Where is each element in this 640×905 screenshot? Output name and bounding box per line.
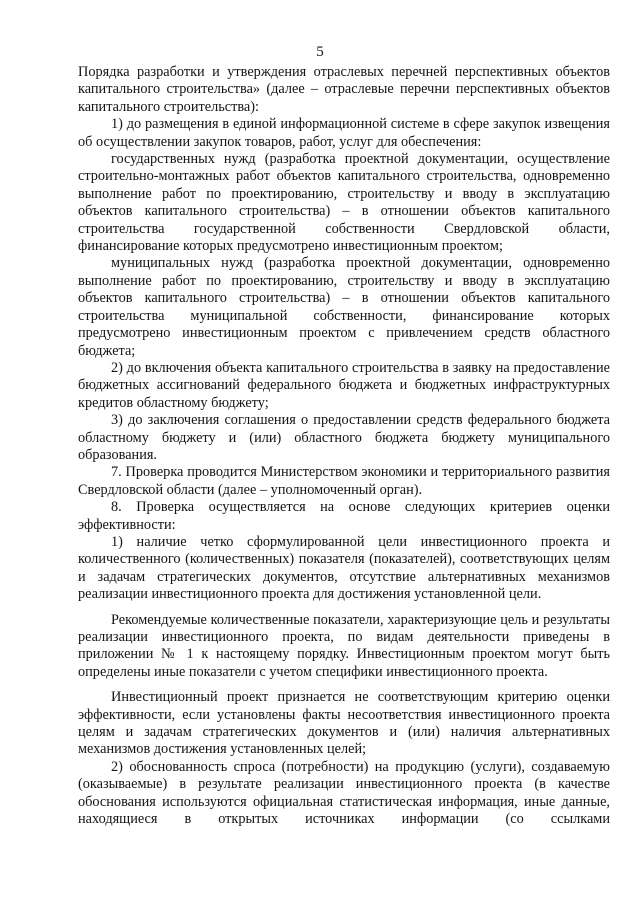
paragraph-item-3: 3) до заключения соглашения о предоставлении средств федерального бюджета областному бюджету и (или) областного бюджета бюджету муниципального образования.: [78, 412, 610, 463]
paragraph-not-compliant: Инвестиционный проект признается не соответствующим критерию оценки эффективности, если установлены факты несоответствия инвестиционного проекта целям и задачам стратегических документов и (или) наличия альтернативных механизмов достижения установленных целей;: [78, 689, 610, 758]
paragraph-criterion-2: 2) обоснованность спроса (потребности) на продукцию (услуги), создаваемую (оказываемые) в результате реализации инвестиционного проекта (в качестве обоснования используются официальная статистическая информация, иные данные, находящиеся в открытых источниках информации (со ссылками: [78, 758, 610, 828]
page-number: 5: [316, 44, 324, 60]
paragraph-continuation: Порядка разработки и утверждения отраслевых перечней перспективных объектов капитального строительства» (далее – отраслевые перечни перспективных объектов капитального строительства):: [78, 64, 610, 115]
paragraph-item-1: 1) до размещения в единой информационной системе в сфере закупок извещения об осуществлении закупок товаров, работ, услуг для обеспечения:: [78, 116, 610, 150]
paragraph-clause-7: 7. Проверка проводится Министерством экономики и территориального развития Свердловской области (далее – уполномоченный орган).: [78, 464, 610, 498]
paragraph-state-needs: государственных нужд (разработка проектной документации, осуществление строительно-монтажных работ объектов капитального строительства, одновременно выполнение работ по проектированию, строительству и вводу в эксплуатацию объектов капитального строительства) – в отношении объектов капитального строительства государственной собственности Свердловской области, финансирование которых предусмотрено инвестиционным проектом;: [78, 151, 610, 255]
paragraph-item-2: 2) до включения объекта капитального строительства в заявку на предоставление бюджетных ассигнований федерального бюджета и бюджетных инфраструктурных кредитов областному бюджету;: [78, 359, 610, 411]
paragraph-recommended-indicators: Рекомендуемые количественные показатели, характеризующие цель и результаты реализации инвестиционного проекта, по видам деятельности приведены в приложении № 1 к настоящему порядку. Инвестиционным проектом могут быть определены иные показатели с учетом специфики инвестиционного проекта.: [78, 611, 610, 680]
document-body: [78, 64, 610, 828]
paragraph-clause-8: 8. Проверка осуществляется на основе следующих критериев оценки эффективности:: [78, 499, 610, 533]
paragraph-municipal-needs: муниципальных нужд (разработка проектной документации, одновременно выполнение работ по проектированию, строительству и вводу в эксплуатацию объектов капитального строительства) – в отношении объектов капитального строительства муниципальной собственности, финансирование которых предусмотрено инвестиционным проектом с привлечением средств областного бюджета;: [78, 255, 610, 359]
paragraph-criterion-1: 1) наличие четко сформулированной цели инвестиционного проекта и количественного (количественных) показателя (показателей), соответствующих целям и задачам стратегических документов, отсутствие альтернативных механизмов реализации инвестиционного проекта для достижения установленной цели.: [78, 533, 610, 603]
